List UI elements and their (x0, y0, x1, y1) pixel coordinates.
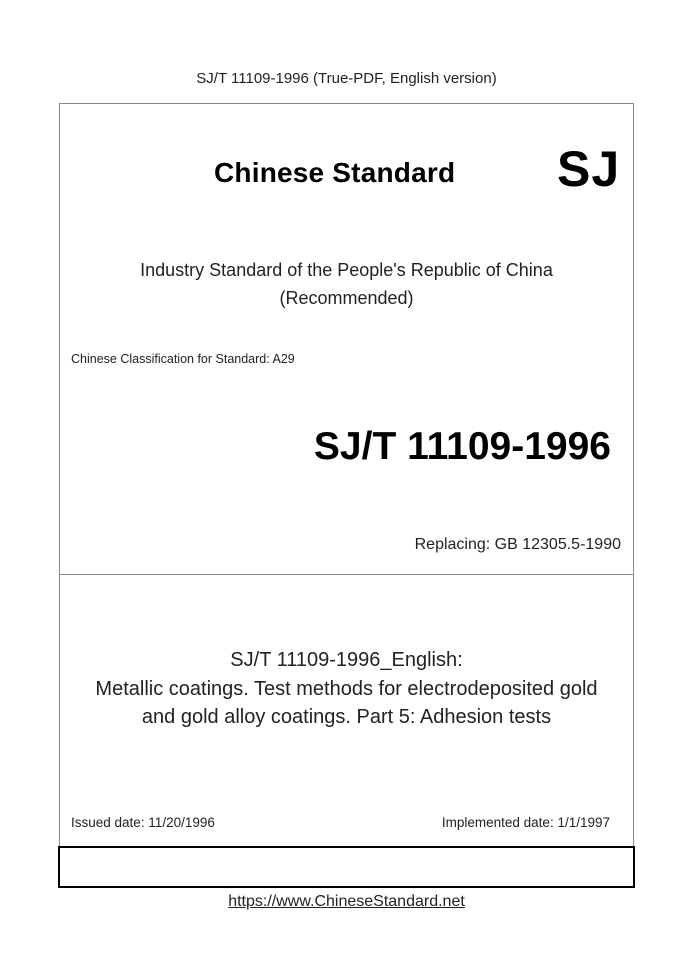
standard-mark: SJ (557, 141, 621, 197)
document-title-line-3: and gold alloy coatings. Part 5: Adhesion tests (141, 706, 552, 728)
industry-line-2: (Recommended) (279, 288, 414, 308)
standard-number: SJ/T 11109-1996 (313, 425, 611, 468)
replacing-text: Replacing: GB 12305.5-1990 (414, 536, 621, 553)
website-link[interactable]: https://www.ChineseStandard.net (228, 893, 465, 910)
issued-date: Issued date: 11/20/1996 (71, 815, 215, 830)
industry-line-1: Industry Standard of the People's Republic of China (140, 260, 553, 280)
document-title-line-2: Metallic coatings. Test methods for electrodeposited gold (95, 678, 598, 700)
implemented-date: Implemented date: 1/1/1997 (441, 815, 610, 830)
document-title-line-1: SJ/T 11109-1996_English: (230, 649, 463, 671)
page-header: SJ/T 11109-1996 (True-PDF, English version) (196, 70, 497, 87)
classification-text: Chinese Classification for Standard: A29 (71, 352, 295, 366)
cover-title: Chinese Standard (214, 157, 456, 188)
footer (0, 893, 693, 911)
cover-bottom-frame (58, 846, 635, 888)
